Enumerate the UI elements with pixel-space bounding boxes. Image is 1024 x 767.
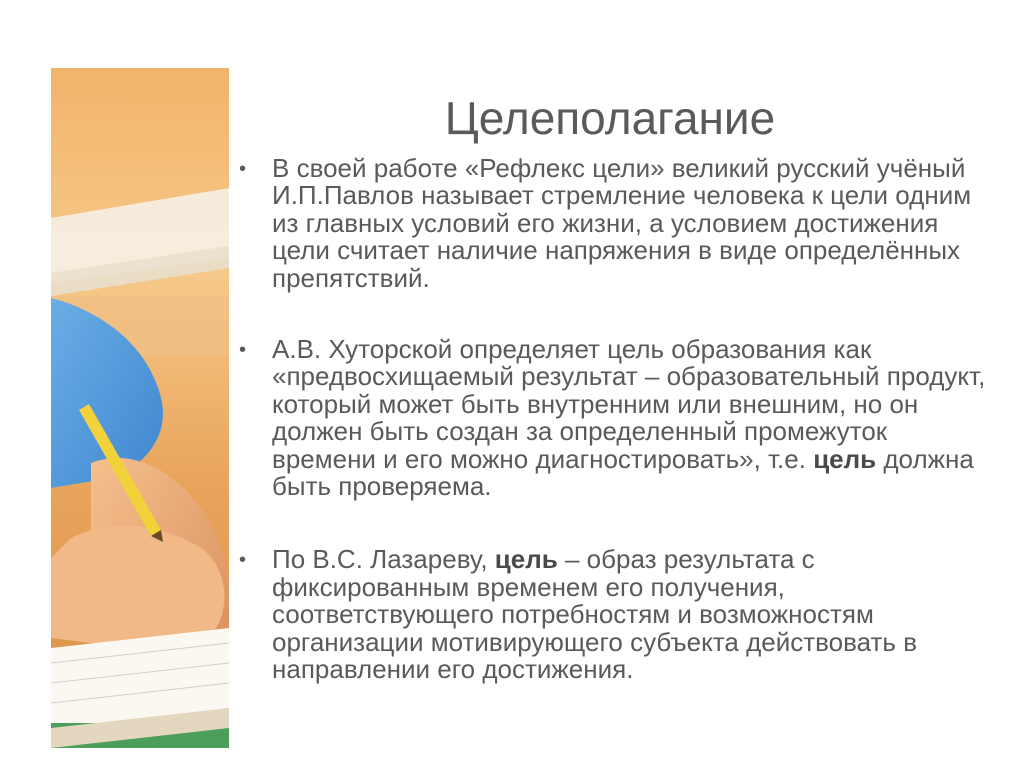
bullet-text: А.В. Хуторской определяет цель образования как «предвосхищаемый результат – образовательный продукт, который может быть внутренним или внешним, но он должен быть создан за определенный промежуток времени и его можно диагностировать», т.е. цель должна быть проверяема. (272, 334, 986, 502)
student-writing-photo-icon (51, 68, 229, 748)
bold-term: цель (494, 544, 558, 575)
bullet-list (234, 155, 994, 684)
bold-term: цель (813, 443, 877, 474)
bullet-icon: • (239, 339, 247, 362)
slide-title: Целеполагание (444, 92, 776, 144)
bullet-text: В своей работе «Рефлекс цели» великий русский учёный И.П.Павлов называет стремление человека к цели одним из главных условий его жизни, а условием достижения цели считает наличие напряжения в виде определённых препятствий. (272, 153, 972, 293)
bullet-text: По В.С. Лазареву, цель – образ результата с фиксированным временем его получения, соответствующего потребностям и возможностям организации мотивирующего субъекта действовать в направлении его достижения. (272, 544, 918, 685)
bullet-icon: • (239, 549, 247, 572)
list-item (234, 546, 994, 683)
bullet-icon: • (239, 158, 247, 180)
list-item (234, 155, 994, 292)
list-item (234, 336, 994, 500)
